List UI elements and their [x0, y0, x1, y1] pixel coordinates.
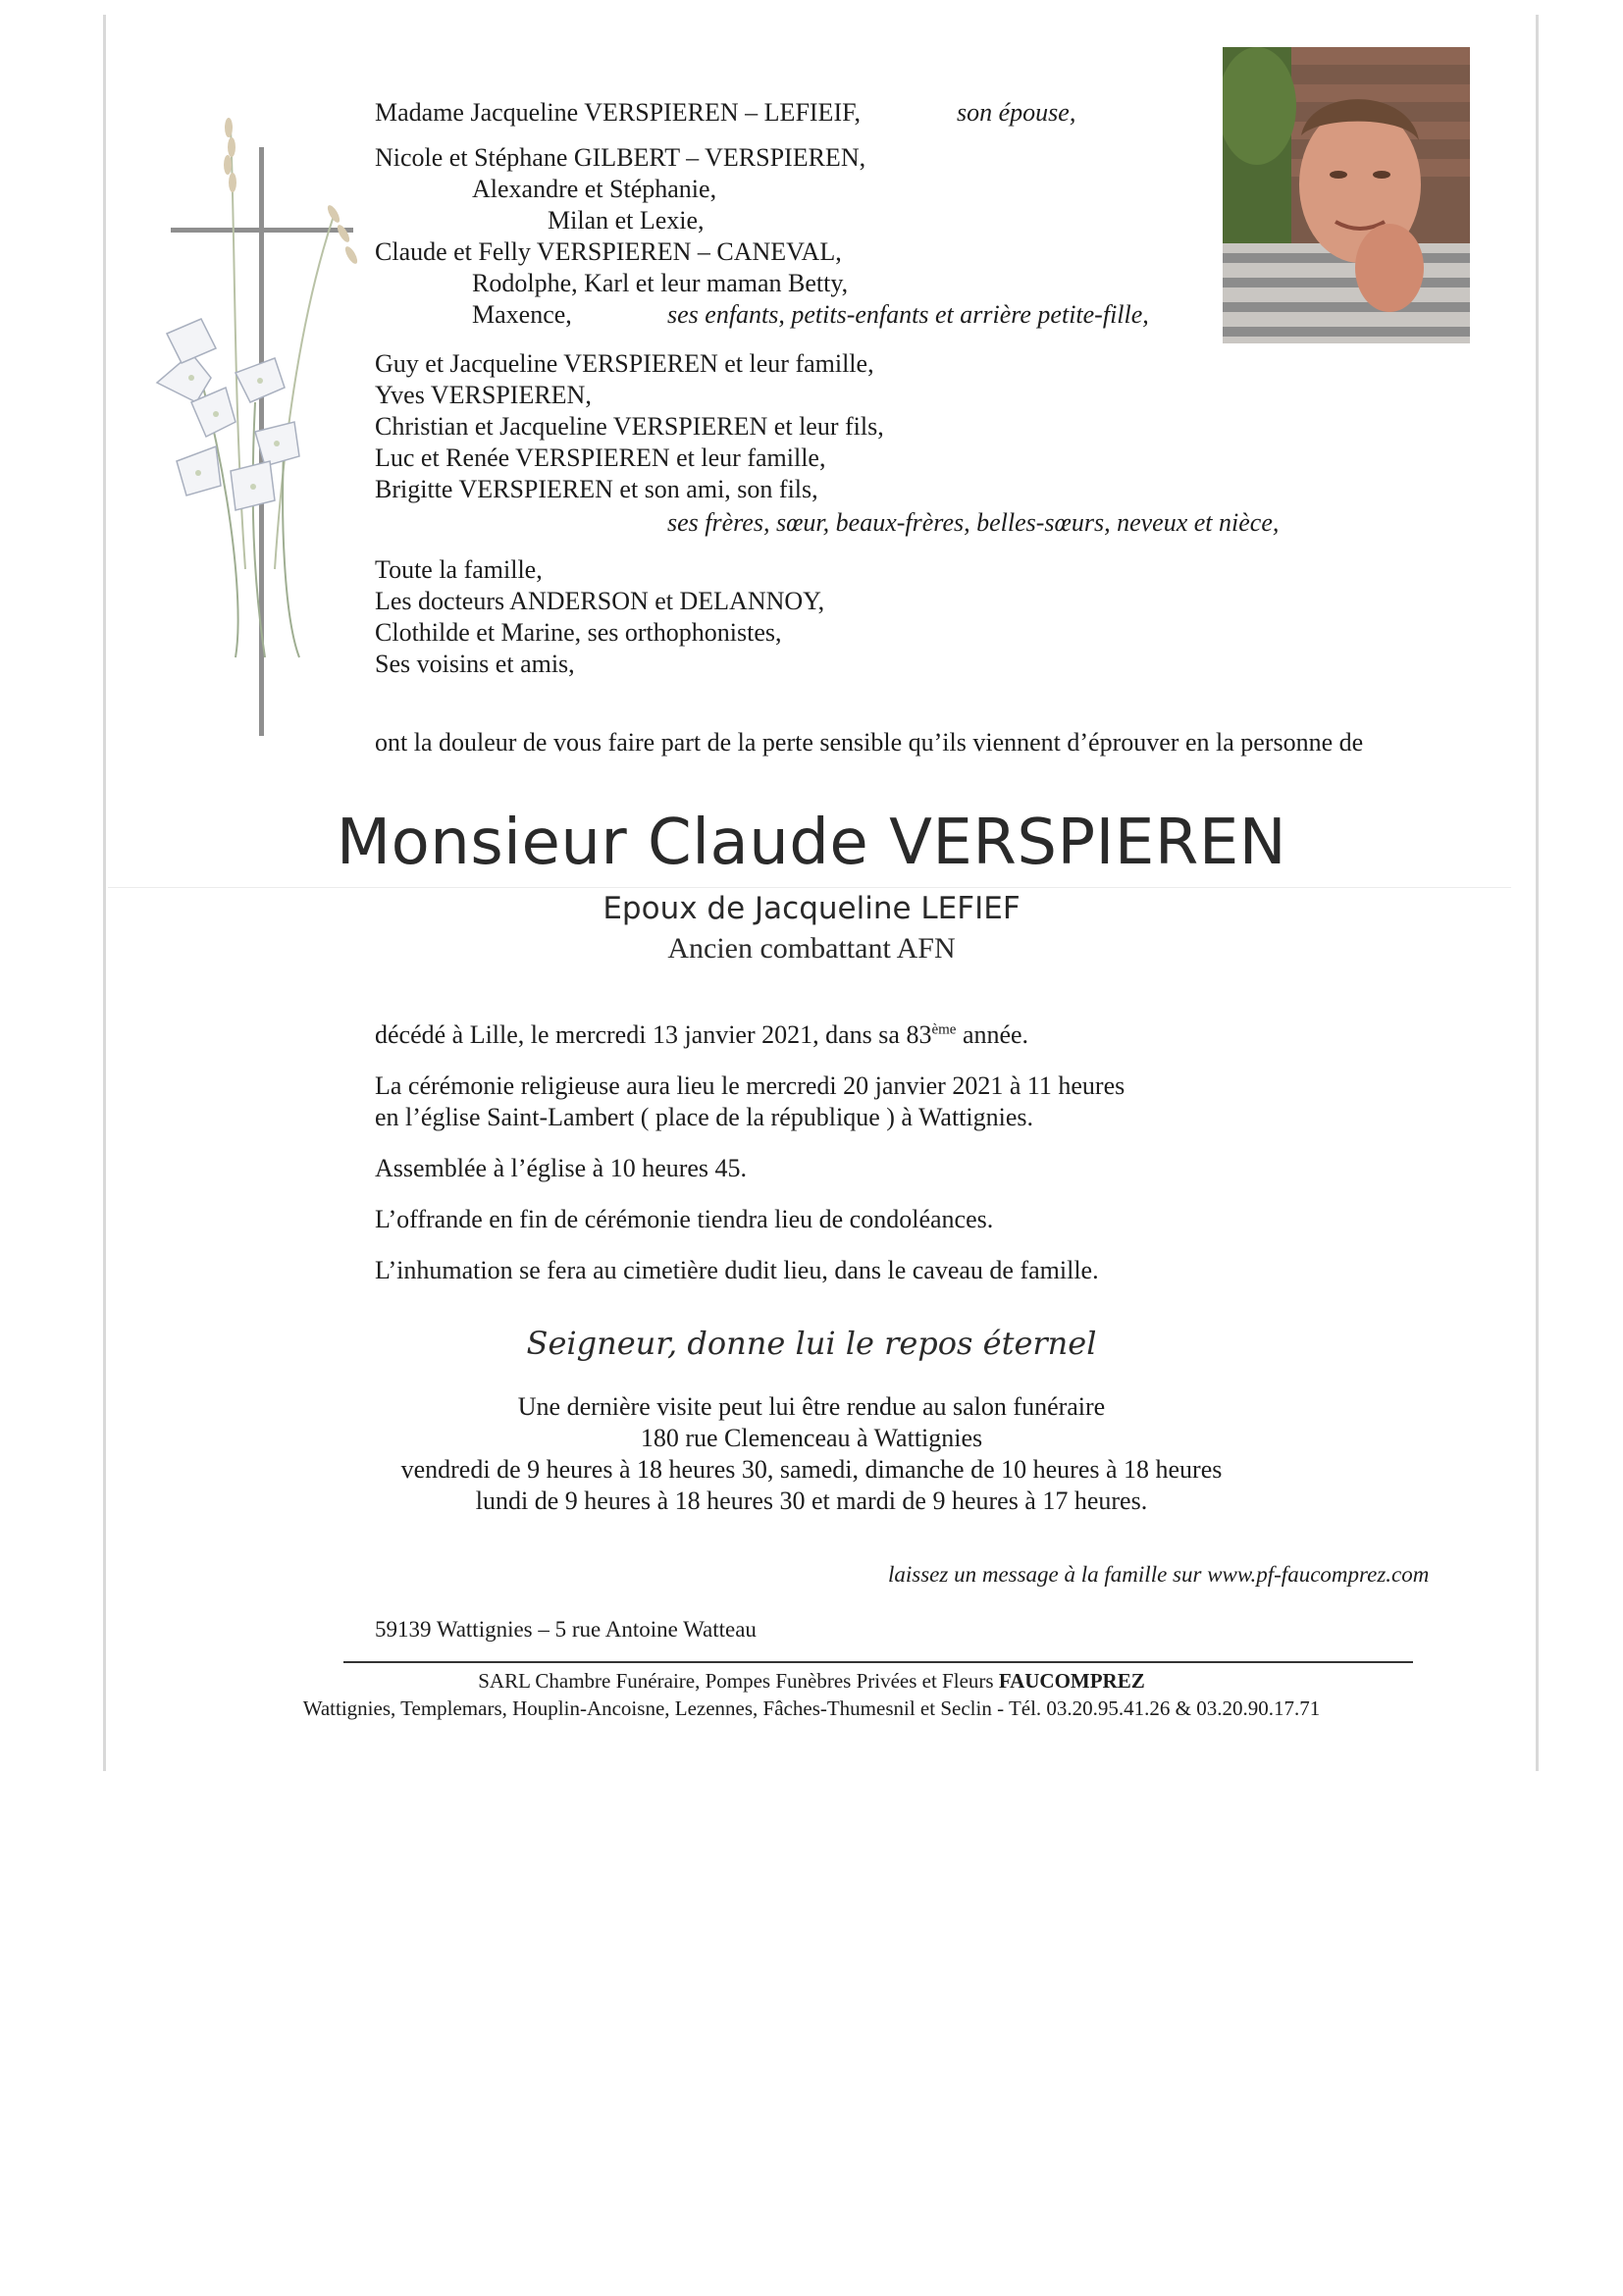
footer-company-prefix: SARL Chambre Funéraire, Pompes Funèbres Privées et Fleurs: [478, 1669, 999, 1693]
other-line: Les docteurs ANDERSON et DELANNOY,: [375, 587, 825, 615]
child-line: Rodolphe, Karl et leur maman Betty,: [472, 269, 849, 297]
visit-line: Une dernière visite peut lui être rendue au salon funéraire: [517, 1392, 1106, 1421]
sibling-line: Yves VERSPIEREN,: [375, 381, 592, 409]
child-line: Alexandre et Stéphanie,: [472, 175, 717, 203]
sibling-line: Brigitte VERSPIEREN et son ami, son fils,: [375, 475, 818, 503]
portrait-photo: [1223, 47, 1470, 343]
child-line: Nicole et Stéphane GILBERT – VERSPIEREN,: [375, 143, 866, 172]
visit-line: vendredi de 9 heures à 18 heures 30, samedi, dimanche de 10 heures à 18 heures: [400, 1455, 1223, 1484]
other-line: Toute la famille,: [375, 555, 543, 584]
sibling-line: Guy et Jacqueline VERSPIEREN et leur famille,: [375, 349, 874, 378]
child-line: Claude et Felly VERSPIEREN – CANEVAL,: [375, 237, 842, 266]
death-text: décédé à Lille, le mercredi 13 janvier 2021, dans sa 83: [375, 1020, 932, 1049]
burial-line: L’inhumation se fera au cimetière dudit lieu, dans le caveau de famille.: [375, 1256, 1099, 1284]
spouse-role: son épouse,: [957, 98, 1076, 127]
ceremony-line-1: La cérémonie religieuse aura lieu le mercredi 20 janvier 2021 à 11 heures: [375, 1071, 1126, 1100]
deceased-name: Monsieur Claude VERSPIEREN: [336, 807, 1287, 879]
address: 59139 Wattignies – 5 rue Antoine Watteau: [375, 1617, 757, 1642]
spouse-name: Madame Jacqueline VERSPIEREN – LEFIEIF,: [375, 98, 861, 127]
offering-line: L’offrande en fin de cérémonie tiendra lieu de condoléances.: [375, 1205, 994, 1233]
sibling-line: Luc et Renée VERSPIEREN et leur famille,: [375, 444, 826, 472]
cross-with-lilies-icon: [137, 108, 383, 746]
child-line: Maxence,: [472, 300, 572, 329]
siblings-role: ses frères, sœur, beaux-frères, belles-sœurs, neveux et nièce,: [667, 508, 1280, 537]
message-link[interactable]: laissez un message à la famille sur www.pf-faucomprez.com: [888, 1562, 1430, 1587]
announcement: ont la douleur de vous faire part de la perte sensible qu’ils viennent d’éprouver en la personne de: [375, 728, 1364, 757]
ceremony-line-2: en l’église Saint-Lambert ( place de la république ) à Wattignies.: [375, 1103, 1034, 1131]
deceased-title-line: Ancien combattant AFN: [667, 932, 956, 965]
footer-divider: [343, 1661, 1413, 1663]
child-line: Milan et Lexie,: [548, 206, 705, 235]
footer-locations: Wattignies, Templemars, Houplin-Ancoisne, Lezennes, Fâches-Thumesnil et Seclin - Tél. 03.20.95.41.26 & 03.20.90.17.71: [302, 1696, 1321, 1720]
visit-line: 180 rue Clemenceau à Wattignies: [640, 1424, 983, 1452]
death-line: [375, 1020, 1028, 1050]
prayer: Seigneur, donne lui le repos éternel: [526, 1325, 1097, 1362]
other-line: Ses voisins et amis,: [375, 650, 575, 678]
death-text-end: année.: [956, 1020, 1029, 1049]
assembly-line: Assemblée à l’église à 10 heures 45.: [375, 1154, 748, 1182]
visit-line: lundi de 9 heures à 18 heures 30 et mardi de 9 heures à 17 heures.: [475, 1487, 1148, 1515]
children-role: ses enfants, petits-enfants et arrière petite-fille,: [667, 300, 1149, 329]
other-line: Clothilde et Marine, ses orthophonistes,: [375, 618, 782, 647]
death-superscript: ème: [931, 1021, 957, 1038]
footer-company-name: FAUCOMPREZ: [998, 1669, 1145, 1693]
fold-line: [108, 887, 1511, 888]
sibling-line: Christian et Jacqueline VERSPIEREN et leur fils,: [375, 412, 884, 441]
footer-company: [0, 1668, 1623, 1694]
deceased-spouse-line: Epoux de Jacqueline LEFIEF: [602, 891, 1021, 926]
